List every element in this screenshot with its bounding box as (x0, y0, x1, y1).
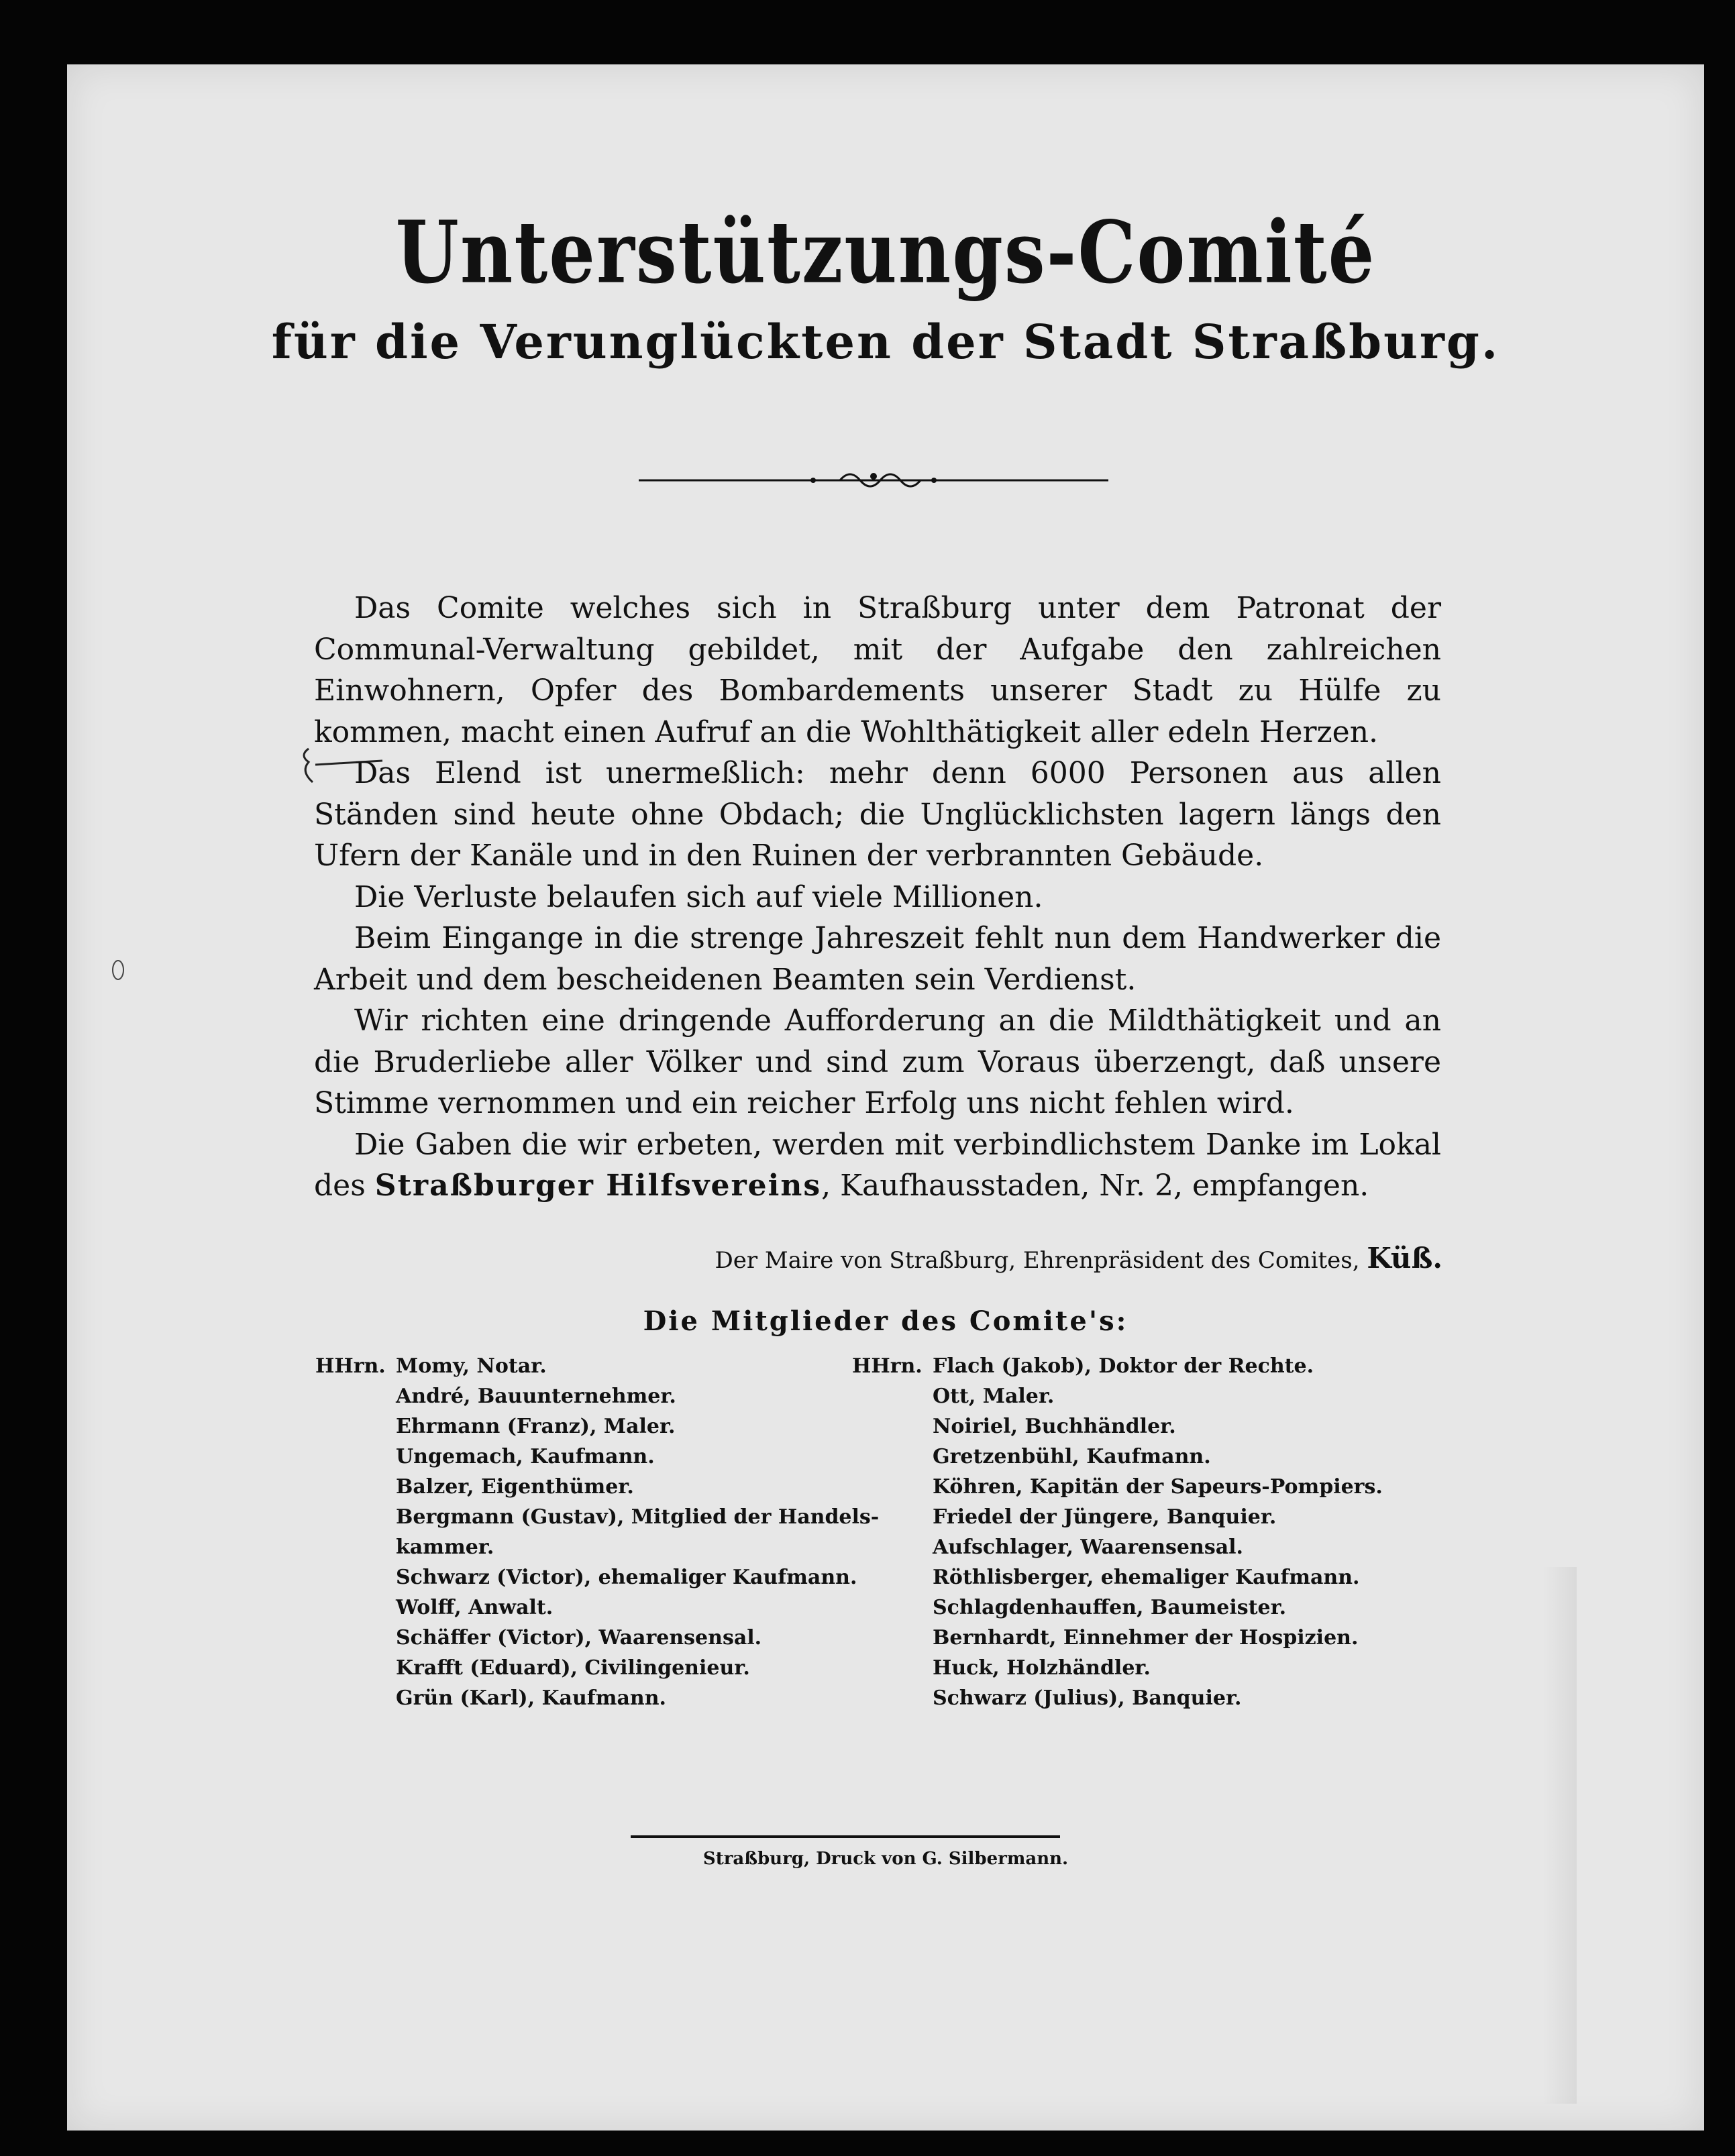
member-entry: Balzer, Eigenthümer. (396, 1475, 634, 1499)
member-entry: Schäffer (Victor), Waarensensal. (396, 1626, 762, 1650)
member-entry: Schwarz (Victor), ehemaliger Kaufmann. (396, 1566, 857, 1589)
paragraph-5: Wir richten eine dringende Aufforderung an die Mildthätigkeit und an die Bruderliebe aller Völker und sind zum Voraus überzengt, daß unsere Stimme vernommen und ein reicher Erfolg uns nicht fehlen wird. (314, 1004, 1441, 1120)
document-page (67, 64, 1704, 2131)
paragraph-6-start: Die Gaben die wir erbeten, werden mit verbindlichstem Danke im Lokal des (314, 1127, 1441, 1203)
member-entry: Krafft (Eduard), Civilingenieur. (396, 1656, 750, 1680)
member-entry: Gretzenbühl, Kaufmann. (933, 1445, 1211, 1468)
members-heading: Die Mitglieder des Comite's: (643, 1305, 1128, 1337)
paragraph-6-end: , Kaufhausstaden, Nr. 2, empfangen. (821, 1169, 1369, 1203)
member-entry: Röthlisberger, ehemaliger Kaufmann. (933, 1566, 1360, 1589)
paper-fold-shadow (1543, 1567, 1577, 2104)
member-entry: Momy, Notar. (396, 1354, 547, 1378)
member-entry: Ott, Maler. (933, 1385, 1055, 1408)
member-entry: Schlagdenhauffen, Baumeister. (933, 1596, 1287, 1619)
member-entry: Friedel der Jüngere, Banquier. (933, 1505, 1277, 1529)
paragraph-4: Beim Eingange in die strenge Jahreszeit fehlt nun dem Handwerker die Arbeit und dem bescheidenen Beamten sein Verdienst. (314, 921, 1441, 997)
printer-imprint: Straßburg, Druck von G. Silbermann. (702, 1849, 1069, 1869)
member-entry: Flach (Jakob), Doktor der Rechte. (933, 1354, 1314, 1378)
paragraph-3: Die Verluste belaufen sich auf viele Millionen. (354, 879, 1043, 914)
signature-line (577, 1242, 1442, 1275)
member-entry: Bergmann (Gustav), Mitglied der Handels- (396, 1505, 880, 1529)
members-column-left (315, 1351, 906, 1713)
signature-name: Küß. (1367, 1242, 1442, 1275)
footer-rule (631, 1835, 1060, 1838)
signature-text: Der Maire von Straßburg, Ehrenpräsident des Comites, (715, 1247, 1360, 1274)
member-entry: André, Bauunternehmer. (396, 1385, 676, 1408)
document-title: Unterstützungs-Comité (395, 203, 1376, 303)
member-entry: Wolff, Anwalt. (396, 1596, 554, 1619)
members-column-right (852, 1351, 1442, 1713)
honorific-prefix: HHrn. (852, 1354, 923, 1378)
member-entry: Grün (Karl), Kaufmann. (396, 1686, 666, 1710)
paragraph-6 (314, 1124, 1441, 1207)
member-entry: Bernhardt, Einnehmer der Hospizien. (933, 1626, 1359, 1650)
member-entry: Huck, Holzhändler. (933, 1656, 1151, 1680)
member-entry: Ehrmann (Franz), Maler. (396, 1415, 676, 1438)
ornament-divider (639, 467, 1108, 494)
member-entry: Ungemach, Kaufmann. (396, 1445, 655, 1468)
margin-mark (110, 957, 126, 983)
honorific-prefix: HHrn. (315, 1354, 386, 1378)
document-subtitle: für die Verunglückten der Stadt Straßburg. (271, 314, 1500, 370)
paragraph-1: Das Comite welches sich in Straßburg unter dem Patronat der Communal-Verwaltung gebildet, mit der Aufgabe den zahlreichen Einwohnern, Opfer des Bombardements unserer Stadt zu Hülfe zu kommen, macht einen Aufruf an die Wohlthätigkeit aller edeln Herzen. (314, 591, 1441, 749)
member-entry: kammer. (396, 1535, 494, 1559)
appeal-text (314, 588, 1441, 1207)
member-entry: Noiriel, Buchhändler. (933, 1415, 1176, 1438)
member-entry: Schwarz (Julius), Banquier. (933, 1686, 1242, 1710)
member-entry: Köhren, Kapitän der Sapeurs-Pompiers. (933, 1475, 1383, 1499)
association-name: Straßburger Hilfsvereins (374, 1169, 822, 1203)
paragraph-2: Das Elend ist unermeßlich: mehr denn 6000 Personen aus allen Ständen sind heute ohne Obdach; die Unglücklichsten lagern längs den Ufern der Kanäle und in den Ruinen der verbrannten Gebäude. (314, 756, 1441, 873)
member-entry: Aufschlager, Waarensensal. (933, 1535, 1243, 1559)
